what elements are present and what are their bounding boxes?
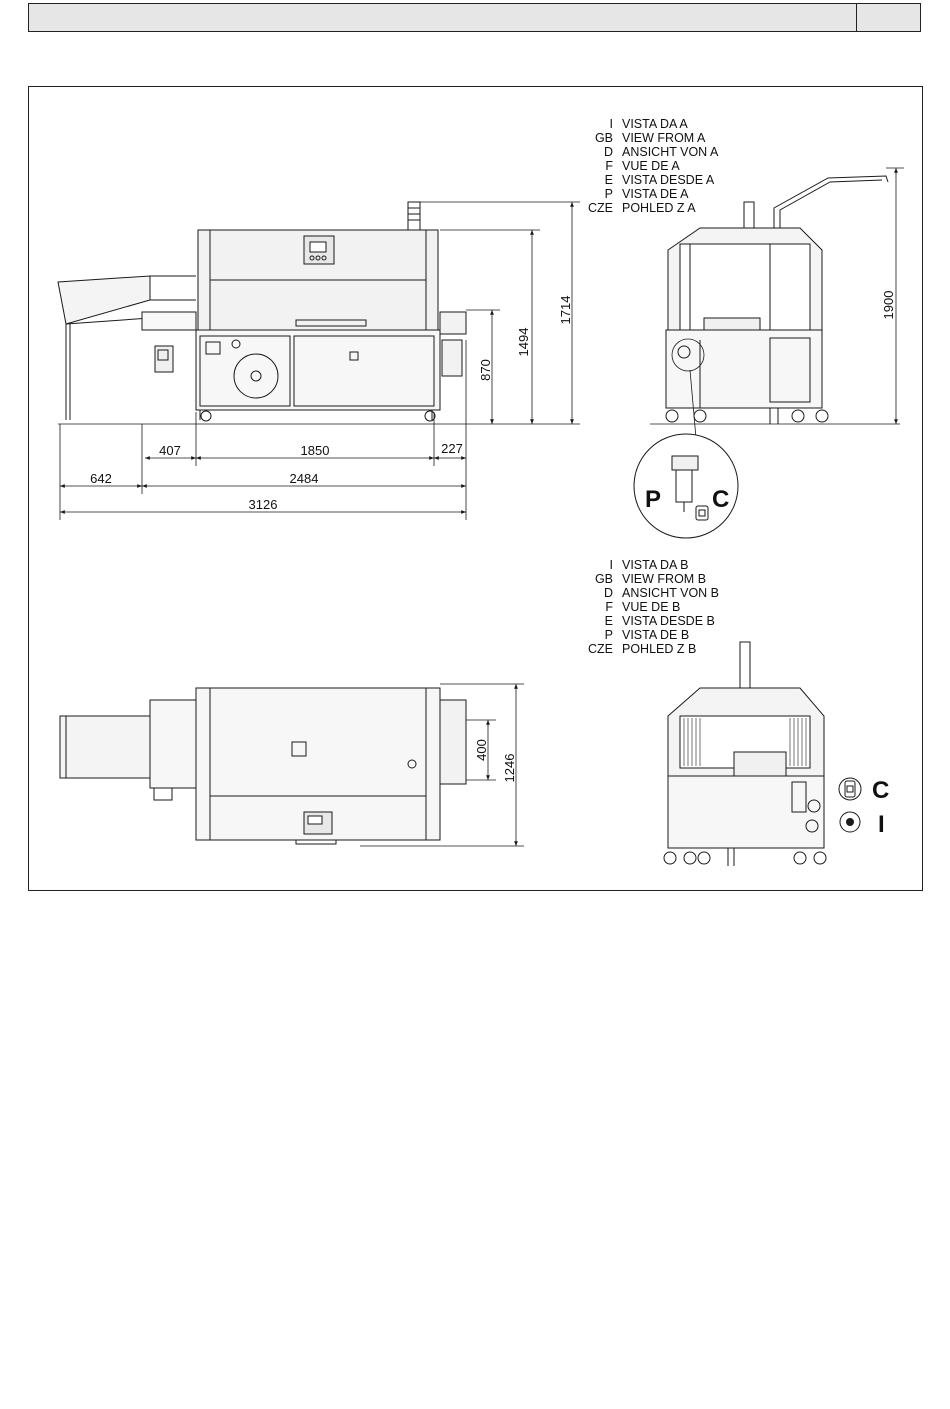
legend-code: D — [603, 586, 613, 600]
view-a-machine — [650, 176, 900, 438]
legend-text: VISTA DE B — [622, 628, 690, 642]
dim-227: 227 — [441, 441, 463, 456]
dim-1900: 1900 — [881, 290, 896, 320]
legend-text: ANSICHT VON A — [622, 145, 719, 159]
view-b-legend — [588, 558, 719, 656]
dim-1850: 1850 — [300, 443, 330, 458]
detail-a-letter-p: P — [645, 486, 662, 513]
dim-407: 407 — [159, 443, 181, 458]
legend-code: CZE — [588, 201, 613, 215]
legend-code: E — [604, 173, 613, 187]
dim-642: 642 — [90, 471, 112, 486]
legend-code: P — [604, 628, 613, 642]
legend-code: CZE — [588, 642, 613, 656]
legend-text: POHLED Z A — [622, 201, 696, 215]
legend-code: F — [605, 159, 613, 173]
dim-1714: 1714 — [558, 295, 573, 325]
legend-text: ANSICHT VON B — [622, 586, 720, 600]
legend-text: VISTA DESDE A — [622, 173, 715, 187]
legend-text: VUE DE A — [622, 159, 680, 173]
legend-code: E — [604, 614, 613, 628]
legend-code: GB — [594, 572, 613, 586]
legend-text: POHLED Z B — [622, 642, 697, 656]
top-view-machine — [60, 688, 466, 844]
dim-1246: 1246 — [502, 753, 517, 783]
dim-870: 870 — [478, 359, 493, 381]
legend-code: F — [605, 600, 613, 614]
legend-text: VISTA DESDE B — [622, 614, 715, 628]
legend-code: I — [609, 558, 613, 572]
legend-text: VISTA DA B — [622, 558, 689, 572]
side-view-machine — [58, 202, 470, 424]
legend-code: P — [604, 187, 613, 201]
detail-b-i-icon — [840, 812, 860, 832]
detail-a-letter-c: C — [712, 486, 730, 513]
view-b-machine — [664, 642, 826, 866]
detail-b-c-icon — [839, 778, 861, 800]
legend-text: VIEW FROM B — [622, 572, 707, 586]
dim-400: 400 — [474, 739, 489, 761]
detail-b-letter-c: C — [872, 777, 890, 804]
dim-2484: 2484 — [289, 471, 319, 486]
view-a-legend — [588, 117, 719, 215]
legend-text: VISTA DE A — [622, 187, 689, 201]
dim-3126: 3126 — [248, 497, 278, 512]
dim-1494: 1494 — [516, 327, 531, 357]
legend-code: I — [609, 117, 613, 131]
legend-code: D — [603, 145, 613, 159]
legend-text: VISTA DA A — [622, 117, 688, 131]
legend-text: VUE DE B — [622, 600, 681, 614]
legend-text: VIEW FROM A — [622, 131, 706, 145]
detail-b-letter-i: I — [878, 811, 885, 838]
legend-code: GB — [594, 131, 613, 145]
